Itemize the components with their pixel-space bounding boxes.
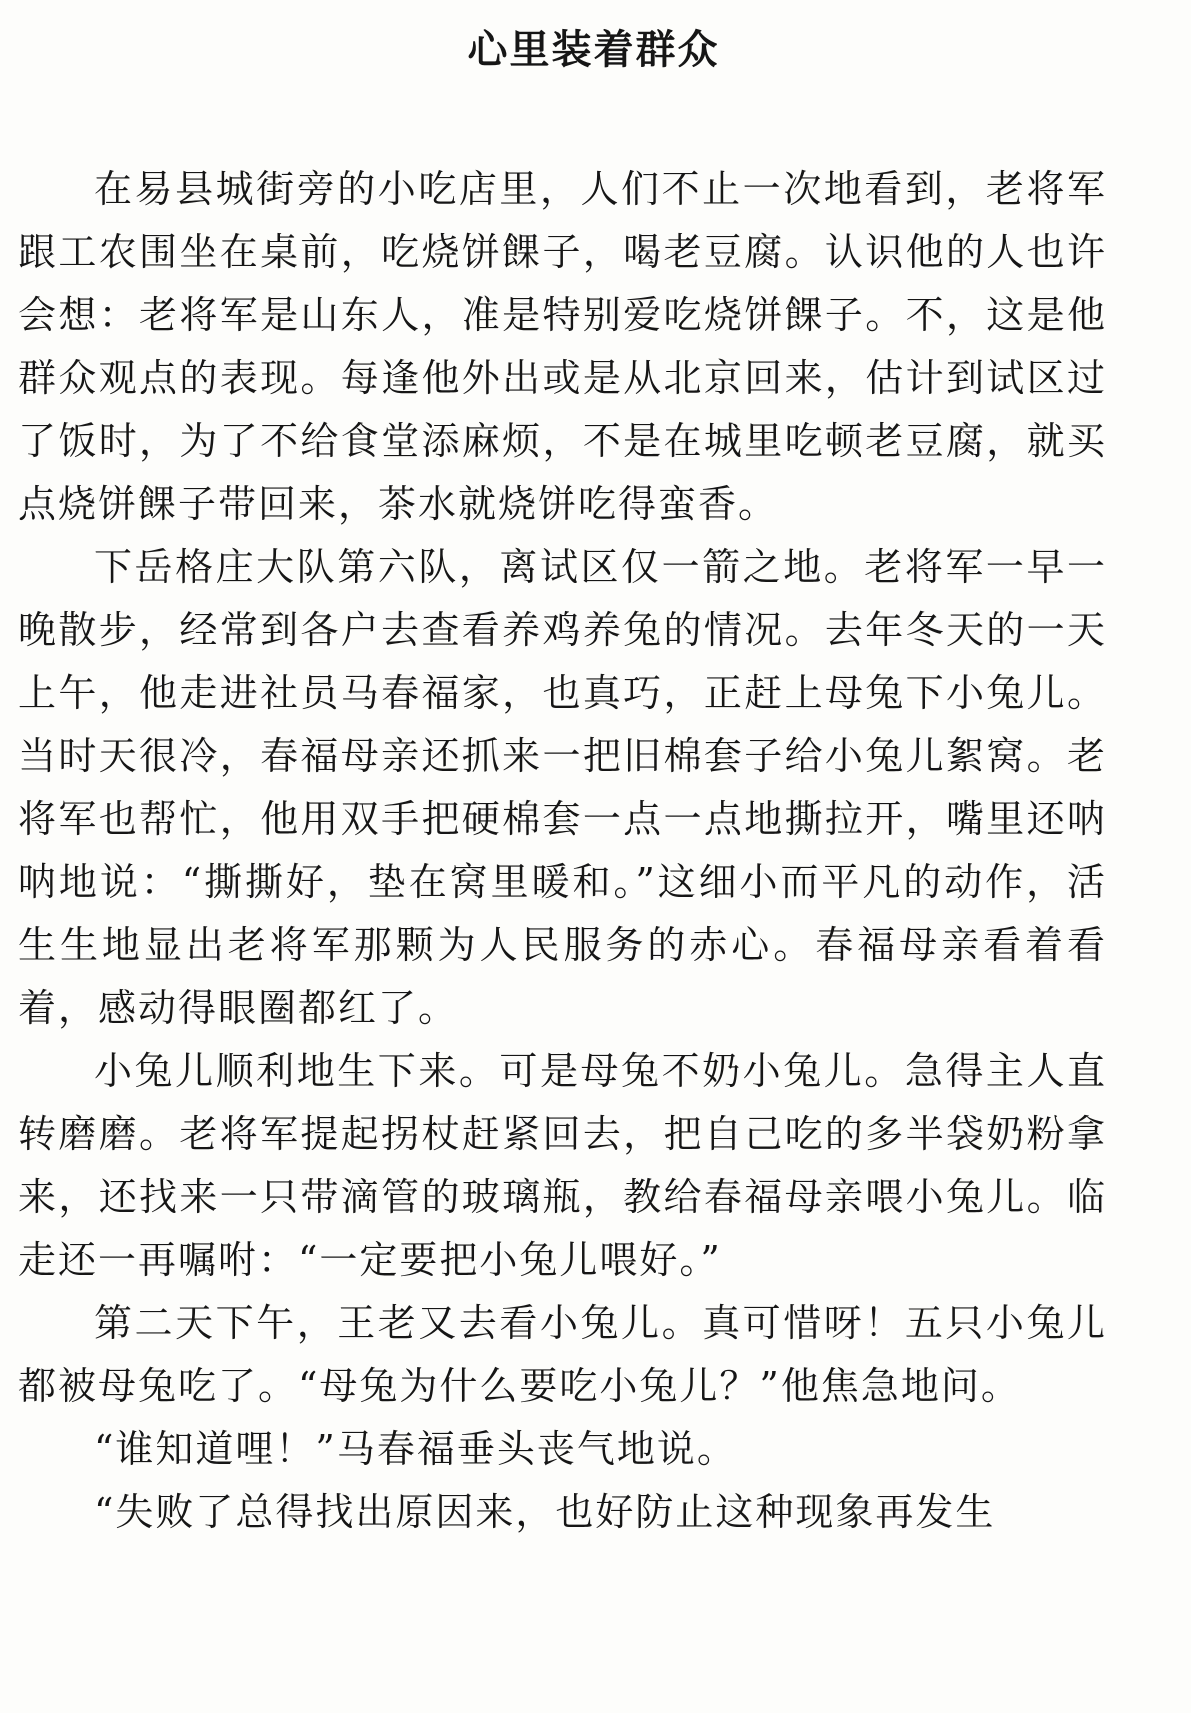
paragraph: 小兔儿顺利地生下来。可是母兔不奶小兔儿。急得主人直转磨磨。老将军提起拐杖赶紧回去，把自己吃的多半袋奶粉拿来，还找来一只带滴管的玻璃瓶，教给春福母亲喂小兔儿。临走还一再嘱咐：“一定要把小兔儿喂好。” <box>18 1049 1107 1282</box>
article-title: 心里装着群众 <box>467 27 720 73</box>
paragraph: 第二天下午，王老又去看小兔儿。真可惜呀！五只小兔儿都被母兔吃了。“母兔为什么要吃小兔儿？”他焦急地问。 <box>18 1301 1107 1408</box>
paragraph: “失败了总得找出原因来，也好防止这种现象再发生 <box>94 1490 996 1534</box>
paragraph: “谁知道哩！”马春福垂头丧气地说。 <box>94 1427 737 1471</box>
article-body <box>18 158 1107 1544</box>
paragraph: 下岳格庄大队第六队，离试区仅一箭之地。老将军一早一晚散步，经常到各户去查看养鸡养兔的情况。去年冬天的一天上午，他走进社员马春福家，也真巧，正赶上母兔下小兔儿。当时天很冷，春福母亲还抓来一把旧棉套子给小兔儿絮窝。老将军也帮忙，他用双手把硬棉套一点一点地撕拉开，嘴里还呐呐地说：“撕撕好，垫在窝里暖和。”这细小而平凡的动作，活生生地显出老将军那颗为人民服务的赤心。春福母亲看着看着，感动得眼圈都红了。 <box>18 545 1107 1030</box>
paragraph: 在易县城街旁的小吃店里，人们不止一次地看到，老将军跟工农围坐在桌前，吃烧饼餜子，喝老豆腐。认识他的人也许会想：老将军是山东人，准是特别爱吃烧饼餜子。不，这是他群众观点的表现。每逢他外出或是从北京回来，估计到试区过了饭时，为了不给食堂添麻烦，不是在城里吃顿老豆腐，就买点烧饼餜子带回来，茶水就烧饼吃得蛮香。 <box>18 167 1107 526</box>
